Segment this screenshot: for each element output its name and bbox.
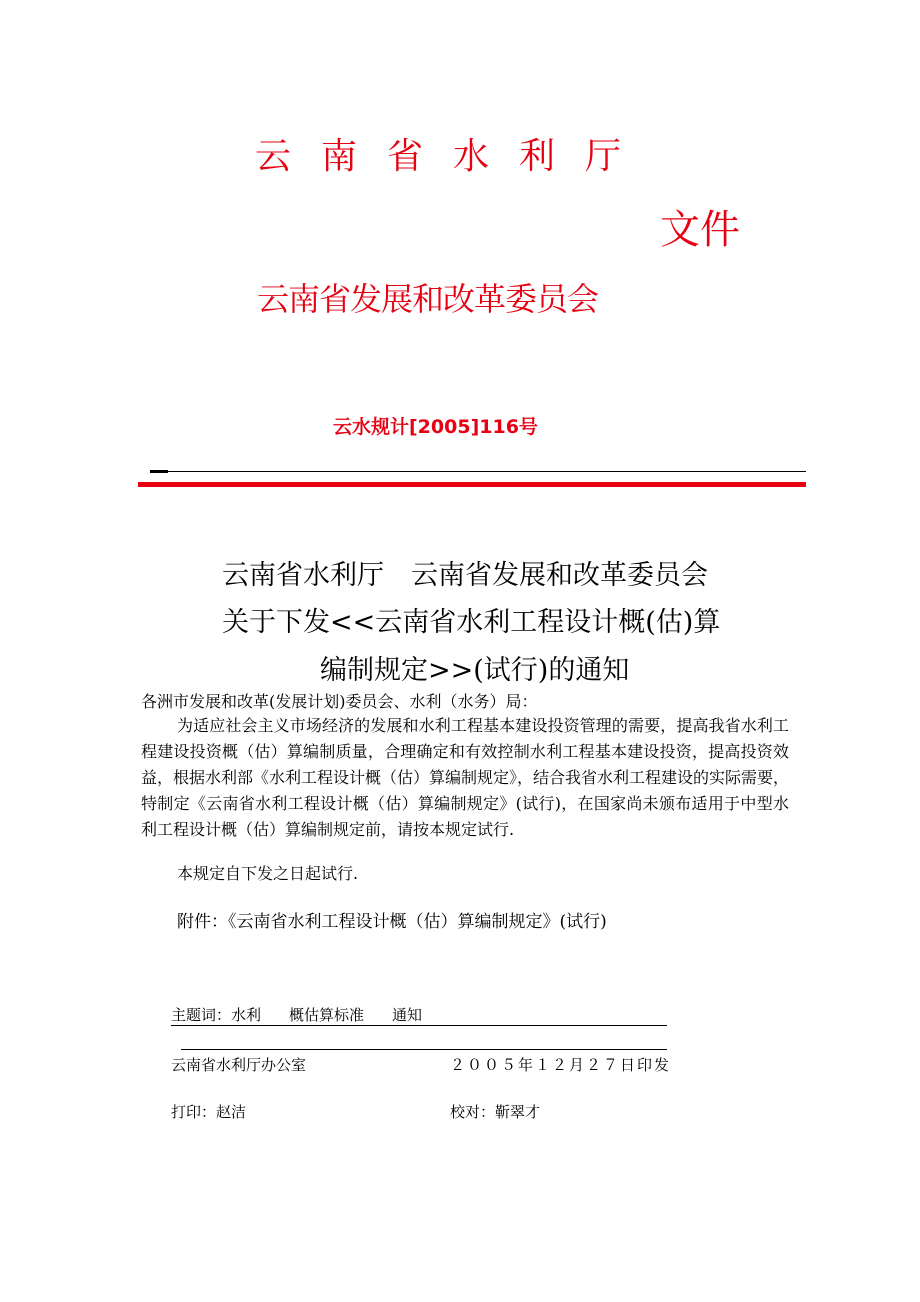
keyword: 水利: [231, 1006, 262, 1024]
keywords-label: 主题词：: [171, 1006, 232, 1024]
issuer-name-development-reform: 云南省发展和改革委员会: [257, 280, 599, 318]
addressee: 各洲市发展和改革(发展计划)委员会、水利（水务）局：: [141, 692, 538, 711]
keywords-line: [171, 1004, 422, 1025]
header-divider-mark: [150, 470, 168, 473]
proofreader: 校对：靳翠才: [450, 1103, 541, 1121]
document-number: 云水规计[2005]116号: [333, 416, 538, 438]
issuing-office: 云南省水利厅办公室: [171, 1056, 307, 1074]
footer-rule-bottom: [181, 1049, 667, 1050]
attachment-line: 附件：《云南省水利工程设计概（估）算编制规定》(试行): [177, 912, 607, 932]
notice-title-line-1: 云南省水利厅 云南省发展和改革委员会: [222, 560, 708, 591]
issuer-name-water-resources: 云南省水利厅: [255, 136, 652, 177]
header-divider-red: [138, 482, 806, 487]
typist: 打印：赵洁: [171, 1103, 247, 1121]
print-date: ２００５年１２月２７日印发: [450, 1056, 672, 1074]
document-label: 文件: [660, 207, 740, 253]
keyword: 通知: [392, 1006, 423, 1024]
keyword: 概估算标准: [289, 1006, 365, 1024]
footer-rule-top: [171, 1025, 667, 1026]
header-divider-thin: [150, 471, 806, 472]
effective-statement: 本规定自下发之日起试行.: [177, 864, 359, 883]
body-paragraph: 为适应社会主义市场经济的发展和水利工程基本建设投资管理的需要，提高我省水利工程建设投资概（估）算编制质量，合理确定和有效控制水利工程基本建设投资，提高投资效益，根据水利部《水利工程设计概（估）算编制规定》，结合我省水利工程建设的实际需要，特制定《云南省水利工程设计概（估）算编制规定》(试行)，在国家尚未颁布适用于中型水利工程设计概（估）算编制规定前，请按本规定试行.: [141, 716, 790, 839]
notice-title-line-3: 编制规定>>(试行)的通知: [320, 655, 630, 686]
notice-title-line-2: 关于下发<<云南省水利工程设计概(估)算: [222, 607, 721, 638]
